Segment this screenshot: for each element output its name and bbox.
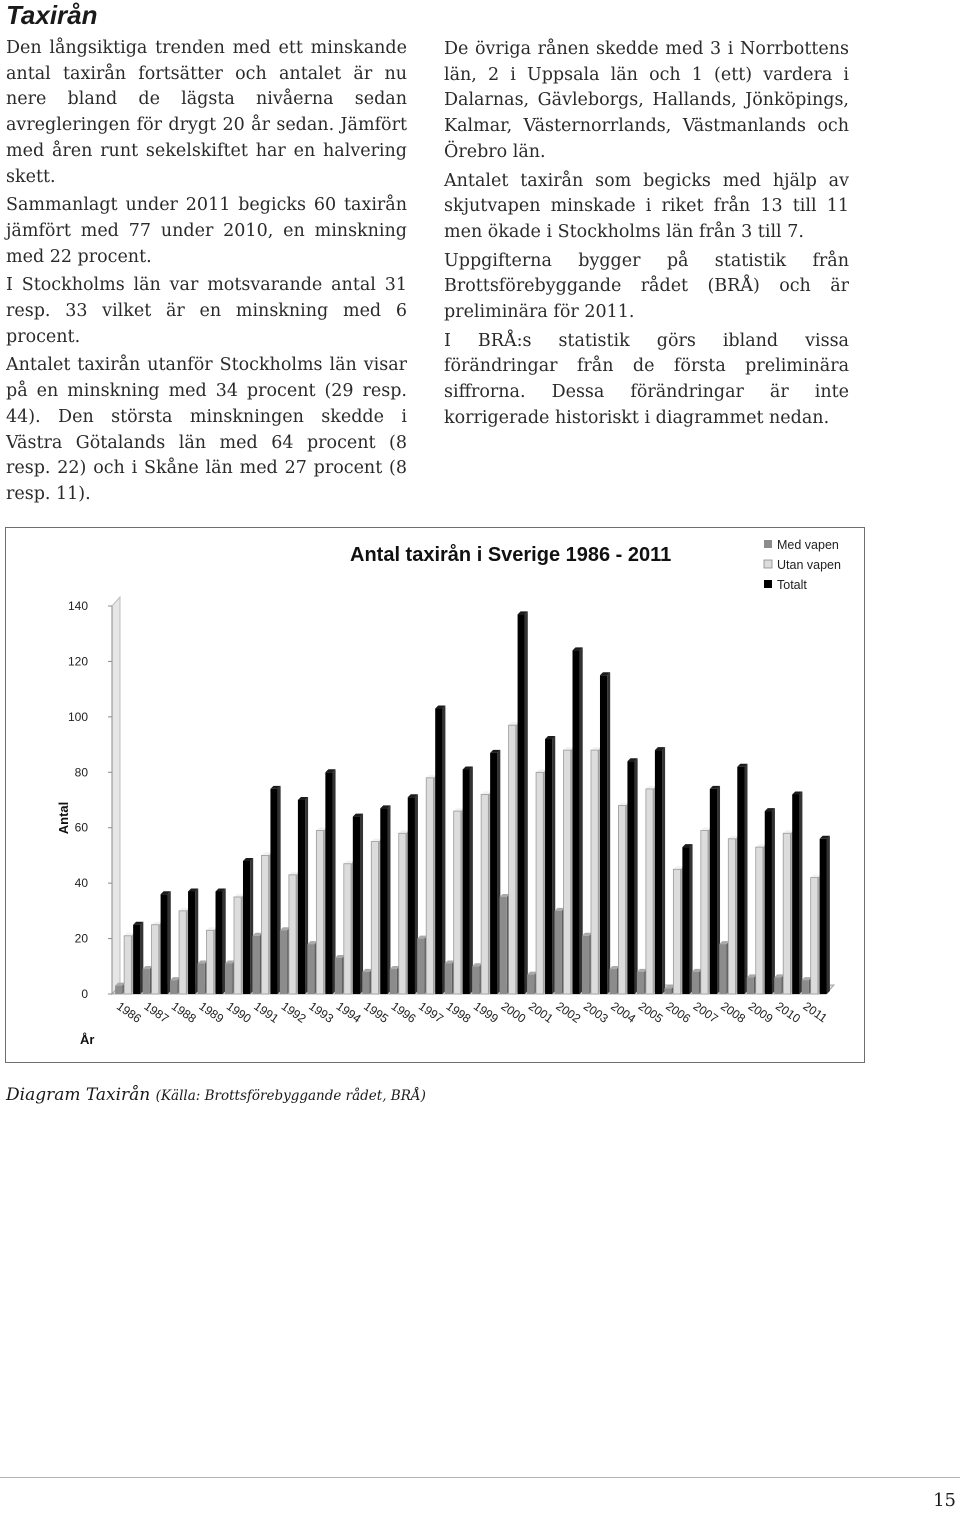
x-tick-label: 1988	[168, 998, 199, 1026]
bar	[417, 939, 424, 994]
bar	[133, 925, 140, 994]
x-tick-label: 1998	[443, 998, 474, 1026]
bar	[536, 772, 543, 994]
x-tick-label: 1993	[306, 998, 337, 1026]
x-tick-label: 2006	[663, 998, 694, 1026]
chart-side-wall	[112, 597, 120, 994]
bar	[243, 861, 250, 994]
legend-swatch	[764, 580, 772, 588]
legend-label: Med vapen	[777, 538, 839, 552]
bar	[820, 839, 827, 994]
bar	[316, 830, 323, 994]
bar-side	[470, 767, 473, 994]
bar	[481, 794, 488, 994]
y-tick-label: 80	[74, 765, 88, 780]
x-tick-label: 2011	[800, 998, 830, 1026]
page-title: Taxirån	[6, 0, 98, 30]
legend-label: Totalt	[777, 578, 807, 592]
bar-side	[442, 706, 445, 994]
bar	[692, 972, 699, 994]
bar	[216, 891, 223, 994]
x-tick-label: 1991	[251, 998, 282, 1026]
y-tick-label: 0	[81, 987, 88, 1001]
bar	[170, 980, 177, 994]
bar	[115, 986, 122, 994]
bar	[371, 842, 378, 994]
x-tick-label: 2004	[608, 998, 639, 1026]
bar	[655, 750, 662, 994]
bar	[710, 789, 717, 994]
chart-caption	[6, 1085, 426, 1105]
bar	[152, 925, 159, 994]
bar-side	[662, 747, 665, 994]
bar	[207, 930, 214, 994]
bar	[344, 864, 351, 994]
x-tick-label: 1994	[333, 998, 364, 1026]
bar	[802, 980, 809, 994]
bar-side	[690, 844, 693, 994]
bar-side	[387, 805, 390, 994]
bar	[298, 800, 305, 994]
x-tick-label: 1989	[196, 998, 227, 1026]
bar	[225, 964, 232, 994]
bar	[582, 936, 589, 994]
bar	[408, 797, 415, 994]
bar	[737, 767, 744, 994]
bar	[179, 911, 186, 994]
bar	[618, 806, 625, 994]
bar-chart	[6, 528, 864, 1062]
bar	[188, 891, 195, 994]
bar	[555, 911, 562, 994]
footer-divider	[0, 1477, 960, 1478]
x-tick-label: 2009	[745, 998, 776, 1026]
paragraph: Antalet taxirån som begicks med hjälp av skjutvapen minskade i riket från 13 till 11 men ökade i Stockholms län från 3 till 7.	[444, 170, 849, 242]
bar-side	[607, 672, 610, 994]
bar	[673, 869, 680, 994]
bar	[463, 770, 470, 994]
paragraph: Uppgifterna bygger på statistik från Brottsförebyggande rådet (BRÅ) och är preliminära för 2011.	[444, 250, 849, 323]
bar	[161, 894, 168, 994]
bar	[399, 833, 406, 994]
bar	[664, 988, 671, 994]
paragraph: I BRÅ:s statistik görs ibland vissa förändringar från de första preliminära siffrorna. Dessa förändringar är inte korrigerade historiskt i diagrammet nedan.	[444, 330, 849, 428]
bar	[234, 897, 241, 994]
bar	[380, 808, 387, 994]
y-tick-label: 120	[67, 654, 88, 669]
x-tick-label: 1992	[278, 998, 309, 1026]
bar	[289, 875, 296, 994]
legend-label: Utan vapen	[777, 558, 841, 572]
bar	[252, 936, 259, 994]
bar	[774, 977, 781, 994]
paragraph: I Stockholms län var motsvarande antal 31 resp. 33 vilket är en minskning med 6 procent.	[6, 275, 407, 347]
bar	[719, 944, 726, 994]
x-tick-label: 2007	[690, 998, 721, 1026]
bar	[701, 830, 708, 994]
bar-side	[772, 808, 775, 994]
chart-frame	[5, 527, 865, 1063]
y-tick-label: 140	[67, 599, 88, 613]
bar	[783, 833, 790, 994]
bar	[518, 614, 525, 994]
bar	[353, 817, 360, 994]
x-tick-label: 2002	[553, 998, 584, 1026]
bar	[472, 966, 479, 994]
bar	[573, 650, 580, 994]
bar	[747, 977, 754, 994]
bar	[390, 969, 397, 994]
bar	[124, 936, 131, 994]
bar-side	[744, 764, 747, 994]
x-tick-label: 2008	[718, 998, 749, 1026]
bar-side	[168, 891, 171, 994]
x-tick-label: 2001	[525, 998, 556, 1026]
bar	[435, 709, 442, 994]
x-tick-label: 1990	[223, 998, 254, 1026]
legend-swatch	[764, 540, 772, 548]
bar	[143, 969, 150, 994]
paragraph: Sammanlagt under 2011 begicks 60 taxirån jämfört med 77 under 2010, en minskning med 22 procent.	[6, 195, 407, 267]
bar	[600, 675, 607, 994]
x-tick-label: 1999	[471, 998, 501, 1026]
bar	[426, 778, 433, 994]
left-text-column	[6, 36, 407, 511]
bar	[792, 794, 799, 994]
chart-title: Antal taxirån i Sverige 1986 - 2011	[350, 544, 672, 566]
paragraph: De övriga rånen skedde med 3 i Norrbottens län, 2 i Uppsala län och 1 (ett) vardera i Dalarnas, Gävleborgs, Hallands, Jönköpings, Kalmar, Västernorrlands, Västmanlands och Örebro län.	[444, 39, 849, 162]
right-text-column	[444, 37, 849, 435]
y-axis-label: Antal	[56, 801, 71, 835]
bar	[335, 958, 342, 994]
bar-side	[525, 611, 528, 994]
bar-side	[360, 814, 363, 994]
bar	[270, 789, 277, 994]
bar	[527, 975, 534, 994]
y-tick-label: 60	[74, 820, 88, 835]
bar	[509, 725, 516, 994]
x-tick-label: 2010	[773, 998, 803, 1026]
bar	[545, 739, 552, 994]
bar	[646, 789, 653, 994]
x-tick-label: 1997	[416, 998, 446, 1026]
bar	[325, 772, 332, 994]
bar	[280, 930, 287, 994]
x-axis-label: År	[80, 1032, 95, 1047]
bar	[811, 878, 818, 994]
bar	[609, 969, 616, 994]
bar	[564, 750, 571, 994]
x-tick-label: 1986	[114, 998, 144, 1026]
page-number: 15	[933, 1490, 956, 1511]
x-tick-label: 2005	[635, 998, 666, 1026]
bar	[445, 964, 452, 994]
bar	[307, 944, 314, 994]
bar	[765, 811, 772, 994]
x-tick-label: 1987	[141, 998, 172, 1026]
bar	[682, 847, 689, 994]
bar-side	[827, 836, 830, 994]
y-tick-label: 20	[74, 931, 88, 946]
bar-side	[635, 758, 638, 994]
bar	[454, 811, 461, 994]
caption-main: Diagram Taxirån	[6, 1085, 151, 1105]
bar	[261, 855, 268, 994]
bar	[637, 972, 644, 994]
legend-swatch	[764, 560, 772, 568]
bar-side	[799, 791, 802, 994]
caption-source: (Källa: Brottsförebyggande rådet, BRÅ)	[155, 1088, 426, 1104]
bar	[490, 753, 497, 994]
x-tick-label: 2003	[580, 998, 611, 1026]
x-tick-label: 1996	[388, 998, 419, 1026]
paragraph: Den långsiktiga trenden med ett minskande antal taxirån fortsätter och antalet är nu nere bland de lägsta nivåerna sedan avregleringen för drygt 20 år sedan. Jämfört med åren runt sekelskiftet har en halvering skett.	[6, 38, 407, 187]
y-tick-label: 100	[67, 709, 88, 724]
x-tick-label: 1995	[361, 998, 392, 1026]
paragraph: Antalet taxirån utanför Stockholms län visar på en minskning med 34 procent (29 resp. 44). Den största minskningen skedde i Västra Götalands län med 64 procent (8 resp. 22) och i Skåne län med 27 procent (8 resp. 11).	[6, 355, 407, 504]
y-tick-label: 40	[74, 876, 88, 891]
bar	[756, 847, 763, 994]
x-tick-label: 2000	[498, 998, 529, 1026]
bar	[728, 839, 735, 994]
bar	[591, 750, 598, 994]
bar	[198, 964, 205, 994]
bar	[362, 972, 369, 994]
bar	[500, 897, 507, 994]
bar	[627, 761, 634, 994]
